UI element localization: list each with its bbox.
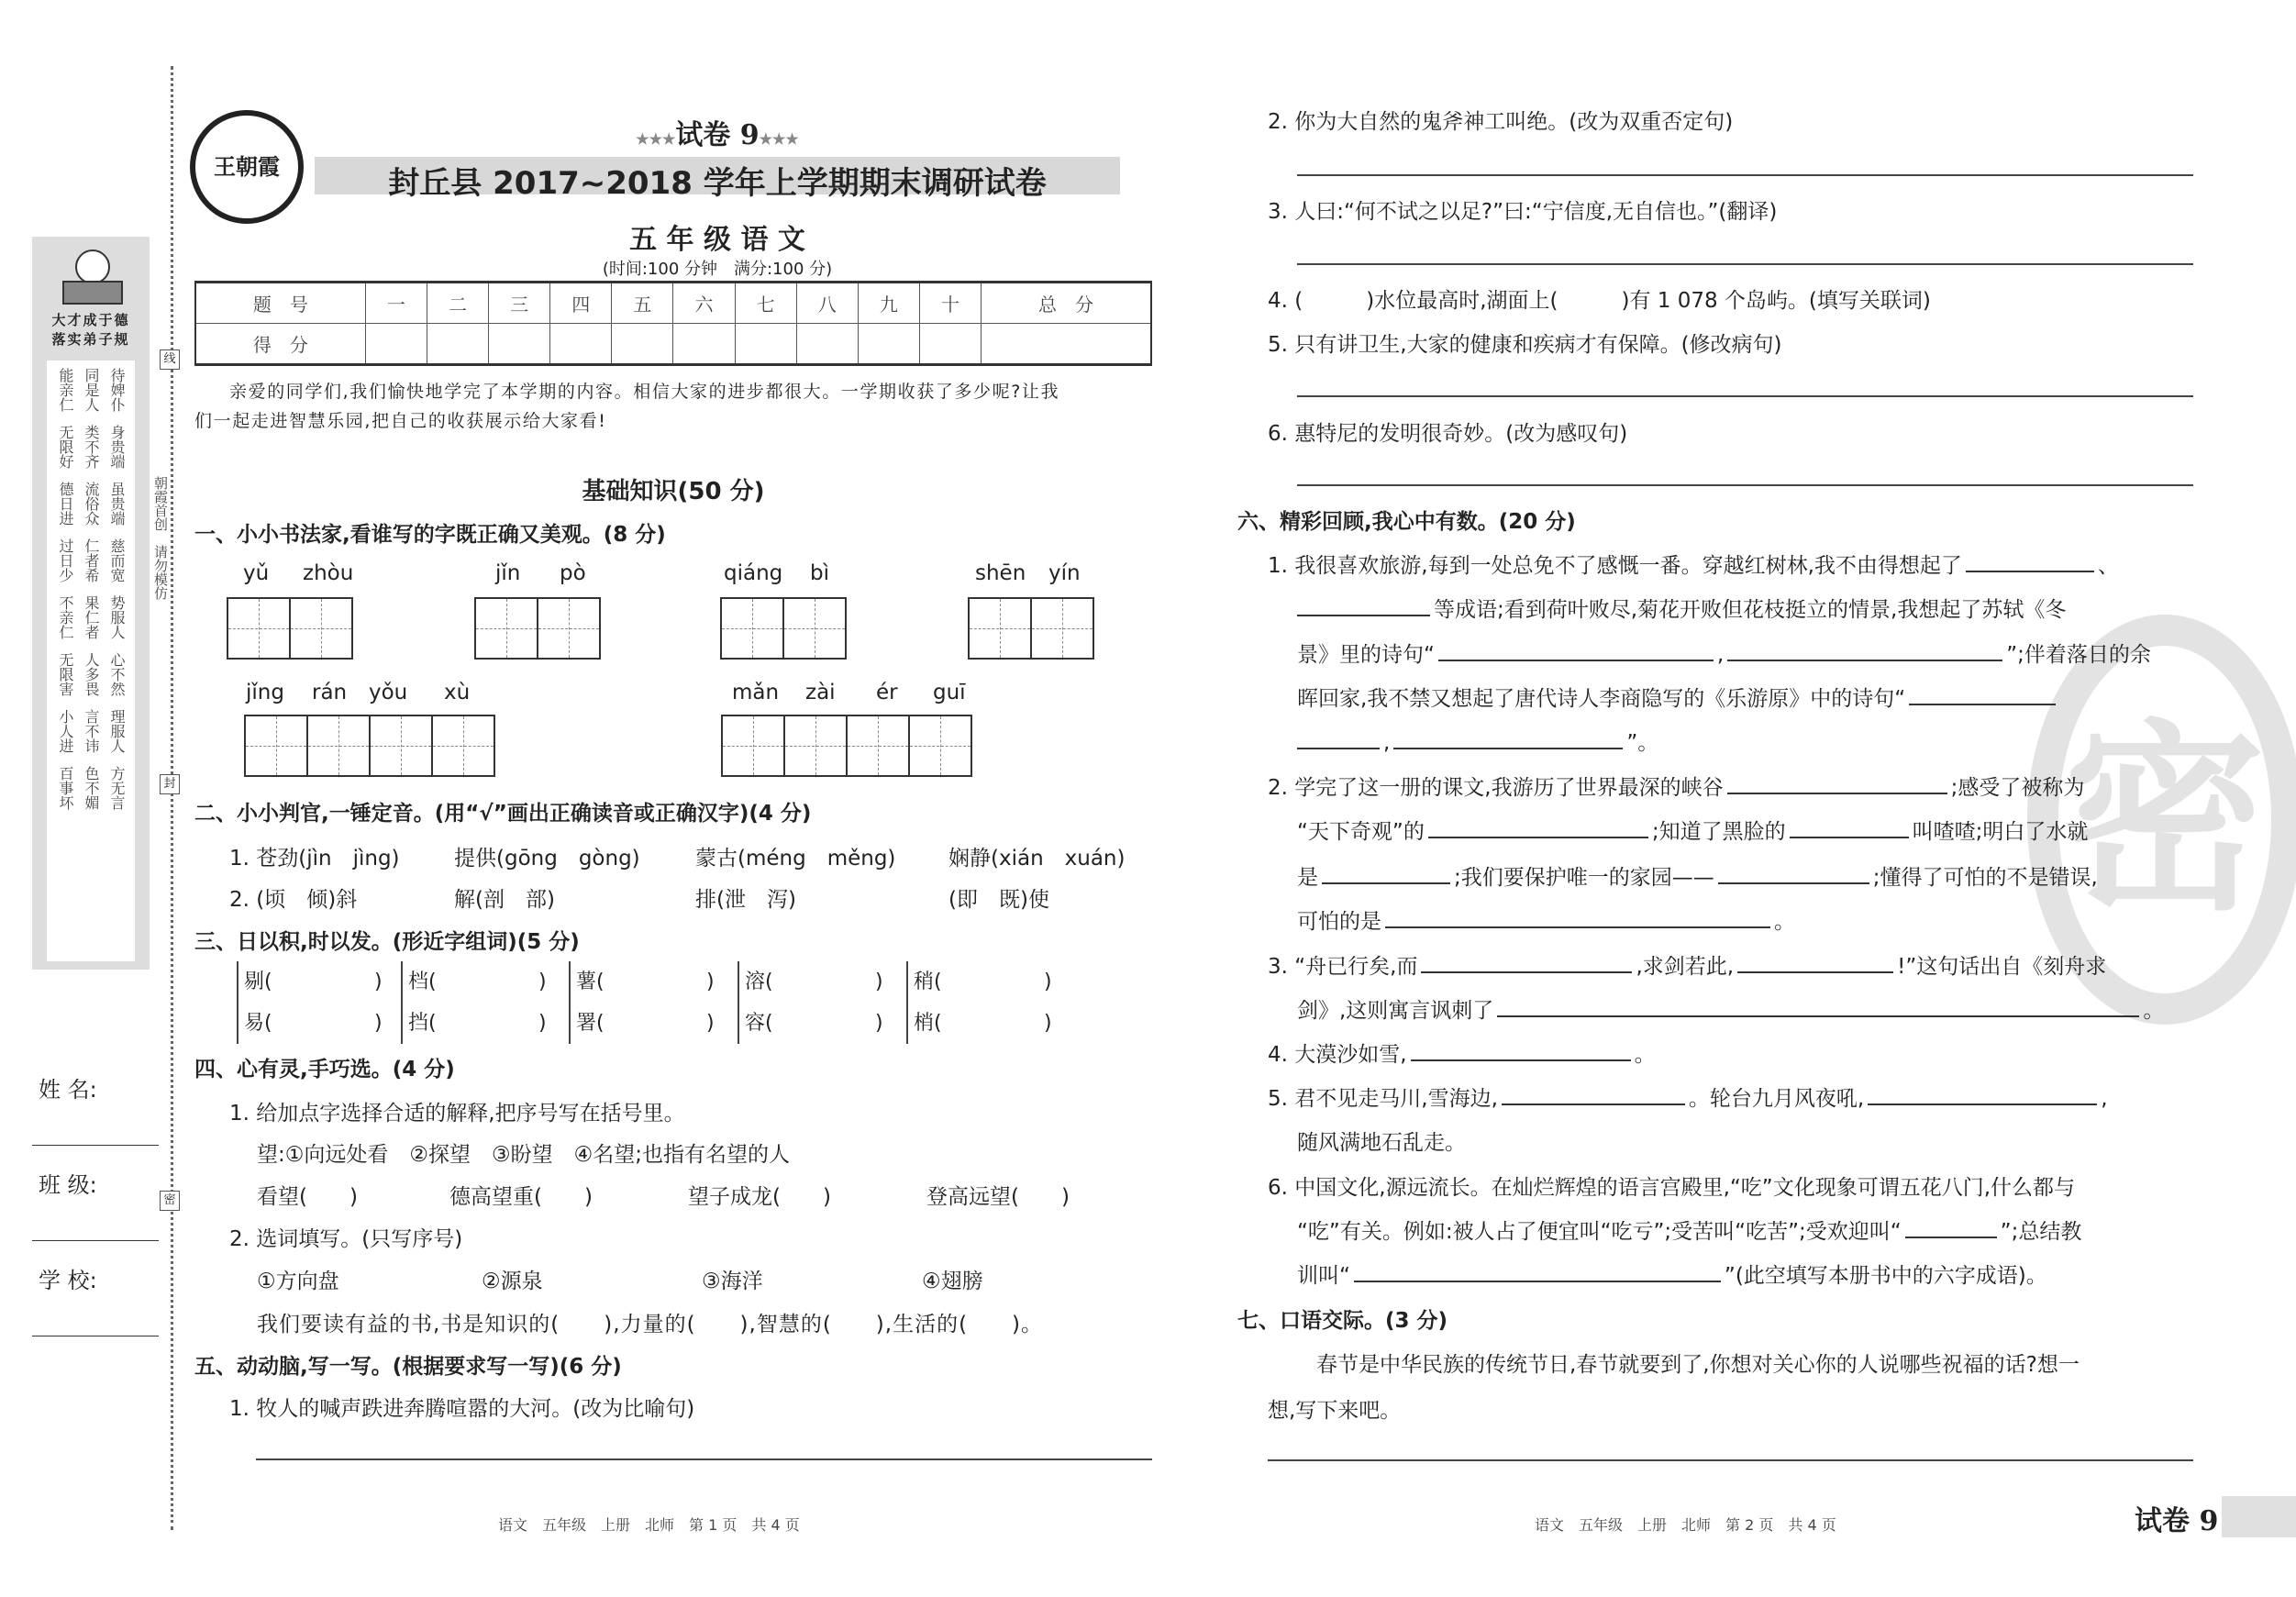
text: 。 [1634,1043,1656,1067]
verse-block [52,368,129,412]
q-line [1297,815,2088,845]
question-text[interactable]: 4. ( )水位最高时,湖面上( )有 1 078 个岛屿。(填写关联词) [1268,289,1931,313]
char: 容( [745,1012,773,1035]
fill-blank[interactable] [1411,1038,1631,1061]
section-4-title: 四、心有灵,手巧选。(4 分) [194,1058,455,1081]
score-cell[interactable] [612,324,673,365]
option: ①方向盘 [257,1270,339,1293]
answer-line[interactable] [1297,395,2193,397]
binding-tag: 线 [160,349,180,370]
q-line [1268,949,2106,980]
pinyin: jǐn [495,561,521,585]
char: 挡( [408,1012,437,1035]
answer-line[interactable] [256,1458,1152,1460]
q-line [1268,1037,1656,1068]
verse-col: 色不媚 [83,766,100,810]
q-line [1297,593,2066,623]
q-line: 随风满地石乱走。 [1297,1131,1466,1155]
fill-blank[interactable] [1297,593,1430,616]
verse-block [52,425,129,469]
cartoon-scholar-icon [59,250,123,306]
score-cell[interactable] [858,324,919,365]
paren: ) [706,970,715,993]
score-row [195,324,1151,365]
row-label: 得 分 [195,324,365,365]
verse-col: 方无言 [108,766,126,810]
verse-block [52,595,129,639]
similar-char-pair[interactable] [401,961,547,1044]
option: ④翅膀 [922,1270,983,1293]
text: 晖回家,我不禁又想起了唐代诗人李商隐写的《乐游原》中的诗句“ [1297,687,1906,711]
header-cell: 二 [427,283,488,324]
answer-item[interactable]: 登高远望( ) [926,1185,1070,1209]
fill-blank[interactable] [1421,950,1632,973]
verse-col: 过日少 [57,538,74,582]
verse-col: 无限害 [57,652,74,696]
class-input-line[interactable] [32,1240,159,1241]
verse-col: 理服人 [108,709,126,753]
pinyin: shēn [975,561,1026,585]
paren: ) [374,1012,383,1035]
text: 4. 大漠沙如雪, [1268,1043,1407,1067]
section-2-title: 二、小小判官,一锤定音。(用“√”画出正确读音或正确汉字)(4 分) [194,802,812,826]
text: , [1716,643,1725,667]
fill-blank[interactable] [1790,815,1909,838]
verse-col: 德日进 [57,482,74,526]
definition-text: 望:①向远处看 ②探望 ③盼望 ④名望;也指有名望的人 [257,1143,790,1167]
text: ”(此空填写本册书中的六字成语)。 [1724,1264,2047,1288]
verse-block [52,652,129,696]
similar-char-pair[interactable] [738,961,883,1044]
writing-grid[interactable] [722,597,847,660]
star-icon: ★★★ [759,130,799,148]
pinyin: zài [805,681,836,704]
copyright-notice: 朝霞首创 请勿模仿 [152,476,169,600]
writing-grid[interactable] [228,597,353,660]
q-line [1297,993,2164,1024]
verse-col: 仁者希 [83,538,100,582]
text: “天下奇观”的 [1297,820,1425,844]
text: 。轮台九月风夜吼, [1688,1087,1865,1111]
pinyin: yǔ [243,561,270,585]
text: 景》里的诗句“ [1297,643,1435,667]
pinyin: guī [933,681,966,704]
text: ”;伴着落日的余 [2006,643,2151,667]
text: ;知道了黑脸的 [1651,820,1786,844]
answer-line[interactable] [1297,263,2193,265]
q-line [1297,1214,2081,1245]
paren: ) [374,970,383,993]
text: , [2101,1087,2108,1111]
star-icon: ★★★ [636,130,676,148]
prompt-text: 春节是中华民族的传统节日,春节就要到了,你想对关心你的人说哪些祝福的话?想一 [1316,1353,2080,1377]
char: 梢( [914,1012,942,1035]
text: 可怕的是 [1297,910,1381,934]
q-line [1297,638,2151,668]
text: ;懂得了可怕的不是错误, [1872,866,2098,890]
binding-tag: 封 [160,774,180,794]
part-title: 基础知识(50 分) [582,478,765,505]
question-text: 1. 牧人的喊声跌进奔腾喧嚣的大河。(改为比喻句) [229,1397,695,1421]
header-cell: 六 [673,283,735,324]
footer-badge [2093,1496,2296,1537]
page-footer: 语文 五年级 上册 北师 第 1 页 共 4 页 [498,1516,800,1534]
name-input-line[interactable] [32,1145,159,1146]
fill-blank[interactable] [1909,682,2056,705]
paren: ) [1044,1012,1052,1035]
score-cell[interactable] [365,324,427,365]
pinyin: xù [444,681,471,704]
fill-blank[interactable] [1428,815,1648,838]
paren: ) [875,1012,883,1035]
text: 是 [1297,866,1318,890]
text: 剑》,这则寓言讽刺了 [1297,999,1494,1023]
verse-col: 待婢仆 [108,368,126,412]
paren: ) [875,970,883,993]
answer-item[interactable]: 望子成龙( ) [688,1185,831,1209]
binding-dotted-line [171,66,173,1530]
choice-item[interactable]: 解(剖 部) [454,888,555,912]
page-footer: 语文 五年级 上册 北师 第 2 页 共 4 页 [1535,1516,1836,1534]
fill-blank[interactable] [1868,1082,2097,1105]
name-label: 姓 名: [39,1077,97,1103]
sidebar-motto-panel [32,237,150,970]
paper-number: 试卷 9 [675,119,760,151]
header-cell: 题 号 [195,283,365,324]
verse-col: 人多畏 [83,652,100,696]
fill-blank[interactable] [1727,638,2002,661]
class-label: 班 级: [39,1172,97,1198]
verse-block [52,709,129,753]
verse-col: 小人进 [57,709,74,753]
pinyin: ér [876,681,898,704]
pinyin: yín [1048,561,1081,585]
verse-col: 言不讳 [83,709,100,753]
fill-blank[interactable] [1966,549,2094,572]
paren: ) [538,1012,547,1035]
score-cell[interactable] [735,324,796,365]
verse-col: 能亲仁 [57,368,74,412]
verse-col: 百事坏 [57,766,74,810]
char: 溶( [745,970,773,993]
header-cell: 三 [489,283,550,324]
choice-item[interactable]: 1. 苍劲(jìn jìng) [229,847,400,871]
text: ;感受了被称为 [1950,776,2085,800]
question-text: 5. 只有讲卫生,大家的健康和疾病才有保障。(修改病句) [1268,333,1782,357]
fill-sentence[interactable]: 我们要读有益的书,书是知识的( ),力量的( ),智慧的( ),生活的( )。 [257,1313,1044,1336]
paper-number-badge [636,112,798,152]
fill-blank[interactable] [1737,950,1893,973]
char: 档( [408,970,437,993]
char: 易( [244,1012,272,1035]
pinyin: rán [312,681,348,704]
score-cell[interactable] [550,324,612,365]
q-line [1268,1081,2108,1112]
header-cell: 九 [858,283,919,324]
q-line [1268,549,2119,579]
pinyin: yǒu [369,681,408,704]
pinyin: jǐng [246,681,284,704]
fill-blank[interactable] [1322,861,1450,884]
verse-block [52,538,129,582]
answer-line[interactable] [1297,484,2193,486]
writing-grid[interactable] [246,715,495,777]
question-text: 6. 惠特尼的发明很奇妙。(改为感叹句) [1268,422,1628,446]
exam-title: 封丘县 2017~2018 学年上学期期末调研试卷 [388,165,1047,202]
motto-line: 大才成于德 [51,312,130,328]
binding-tag: 密 [160,1191,180,1211]
choice-item[interactable]: (即 既)使 [948,888,1049,912]
question-text: 2. 选词填写。(只写序号) [229,1227,463,1251]
score-table-header-row [195,283,1151,324]
q-line [1297,904,1795,935]
pinyin: qiáng [724,561,783,585]
score-cell[interactable] [982,324,1151,365]
text: 训叫“ [1297,1264,1350,1288]
choice-item[interactable]: 蒙古(méng měng) [695,847,896,871]
verse-col: 果仁者 [83,595,100,639]
fill-blank[interactable] [1727,771,1947,794]
text: ”;总结教 [2000,1220,2082,1244]
section-6-title: 六、精彩回顾,我心中有数。(20 分) [1237,510,1576,534]
verse-col: 不亲仁 [57,595,74,639]
verse-col: 同是人 [83,368,100,412]
text: “吃”有关。例如:被人占了便宜叫“吃亏”;受苦叫“吃苦”;受欢迎叫“ [1297,1220,1902,1244]
text: ,求剑若此, [1636,955,1735,979]
choice-item[interactable]: 娴静(xián xuán) [948,847,1126,871]
verse-col: 类不齐 [83,425,100,469]
char: 署( [576,1012,605,1035]
choice-item[interactable]: 排(泄 泻) [695,888,796,912]
score-cell[interactable] [919,324,981,365]
answer-item[interactable]: 看望( ) [257,1185,358,1209]
text: 叫喳喳;明白了水就 [1912,820,2089,844]
intro-line: 们一起走进智慧乐园,把自己的收获展示给大家看! [194,411,607,431]
text: ”。 [1626,731,1659,755]
fill-blank[interactable] [1905,1215,1997,1238]
similar-char-pair[interactable] [906,961,1052,1044]
verse-col: 无限好 [57,425,74,469]
prompt-text: 想,写下来吧。 [1268,1399,1402,1423]
verse-col: 虽贵端 [108,482,126,526]
section-3-title: 三、日以积,时以发。(形近字组词)(5 分) [194,930,580,954]
text: , [1383,731,1391,755]
header-cell: 五 [612,283,673,324]
paren: ) [1044,970,1052,993]
watermark-seal: 密 [2027,615,2296,1025]
q-line [1297,682,2059,712]
choice-item[interactable]: 2. (顷 倾)斜 [229,888,358,912]
verse-block [52,482,129,526]
q-line [1297,1259,2047,1289]
score-cell[interactable] [427,324,488,365]
verse-col: 身贵端 [108,425,126,469]
text: 5. 君不见走马川,雪海边, [1268,1087,1498,1111]
score-cell[interactable] [673,324,735,365]
writing-grid[interactable] [723,715,972,777]
q-line [1268,771,2084,801]
verse-block [52,766,129,810]
paren: ) [706,1012,715,1035]
section-1-title: 一、小小书法家,看谁写的字既正确又美观。(8 分) [194,523,666,547]
answer-item[interactable]: 德高望重( ) [449,1185,593,1209]
footer-badge-text: 试卷 9 [2135,1505,2219,1537]
header-cell: 十 [919,283,981,324]
option: ②源泉 [482,1270,543,1293]
fill-blank[interactable] [1297,726,1380,749]
pinyin: zhòu [303,561,354,585]
fill-blank[interactable] [1354,1259,1721,1282]
paren: ) [538,970,547,993]
exam-time: (时间:100 分钟 满分:100 分) [602,260,833,279]
text: ;我们要保护唯一的家园—— [1454,866,1714,890]
verse-col: 势服人 [108,595,126,639]
text: 、 [2097,554,2119,578]
pinyin: mǎn [732,681,780,704]
section-5-title: 五、动动脑,写一写。(根据要求写一写)(6 分) [194,1355,622,1379]
score-cell[interactable] [489,324,550,365]
answer-line[interactable] [1297,174,2193,176]
q-line [1297,860,2098,891]
verse-col: 慈而宽 [108,538,126,582]
text: 。 [1774,910,1795,934]
q-line [1297,726,1658,756]
q-line: 6. 中国文化,源远流长。在灿烂辉煌的语言宫殿里,“吃”文化现象可谓五花八门,什么都与 [1268,1176,2076,1200]
choice-item[interactable]: 提供(gōng gòng) [454,847,640,871]
intro-line: 亲爱的同学们,我们愉快地学完了本学期的内容。相信大家的进步都很大。一学期收获了多少呢?让我 [229,382,1060,402]
verses-box [47,360,135,961]
score-table [194,281,1152,366]
text: 等成语;看到荷叶败尽,菊花开败但花枝挺立的情景,我想起了苏轼《冬 [1434,598,2067,622]
header-cell: 八 [796,283,858,324]
header-cell: 四 [550,283,612,324]
fill-blank[interactable] [1497,994,2139,1017]
logo: 王朝霞 [190,110,304,224]
text: 。 [2143,999,2165,1023]
fill-blank[interactable] [1502,1082,1685,1105]
fill-blank[interactable] [1385,905,1770,928]
header-cell: 七 [735,283,796,324]
subject-title: 五 年 级 语 文 [629,224,805,256]
fill-blank[interactable] [1718,861,1869,884]
answer-line[interactable] [1268,1459,2193,1461]
text: 1. 我很喜欢旅游,每到一处总免不了感慨一番。穿越红树林,我不由得想起了 [1268,554,1962,578]
char: 剔( [244,970,272,993]
school-label: 学 校: [39,1268,97,1293]
question-text: 1. 给加点字选择合适的解释,把序号写在括号里。 [229,1102,685,1126]
pinyin: pò [560,561,586,585]
question-text: 3. 人曰:“何不试之以足?”曰:“宁信度,无自信也。”(翻译) [1268,200,1778,224]
verse-col: 心不然 [108,652,126,696]
question-text: 2. 你为大自然的鬼斧神工叫绝。(改为双重否定句) [1268,110,1734,134]
pinyin: bì [810,561,829,585]
text: 2. 学完了这一册的课文,我游历了世界最深的峡谷 [1268,776,1724,800]
header-cell: 一 [365,283,427,324]
motto-line: 落实弟子规 [51,331,130,348]
option: ③海洋 [702,1270,763,1293]
writing-grid[interactable] [970,597,1094,660]
fill-blank[interactable] [1438,638,1714,661]
score-cell[interactable] [796,324,858,365]
section-7-title: 七、口语交际。(3 分) [1237,1309,1448,1333]
similar-char-pair[interactable] [569,961,715,1044]
text: !”这句话出自《刻舟求 [1897,955,2107,979]
char: 稍( [914,970,942,993]
writing-grid[interactable] [476,597,601,660]
header-cell: 总 分 [982,283,1151,324]
fill-blank[interactable] [1393,726,1623,749]
similar-char-pair[interactable] [237,961,383,1044]
text: 3. “舟已行矣,而 [1268,955,1418,979]
verse-col: 流俗众 [83,482,100,526]
char: 薯( [576,970,605,993]
